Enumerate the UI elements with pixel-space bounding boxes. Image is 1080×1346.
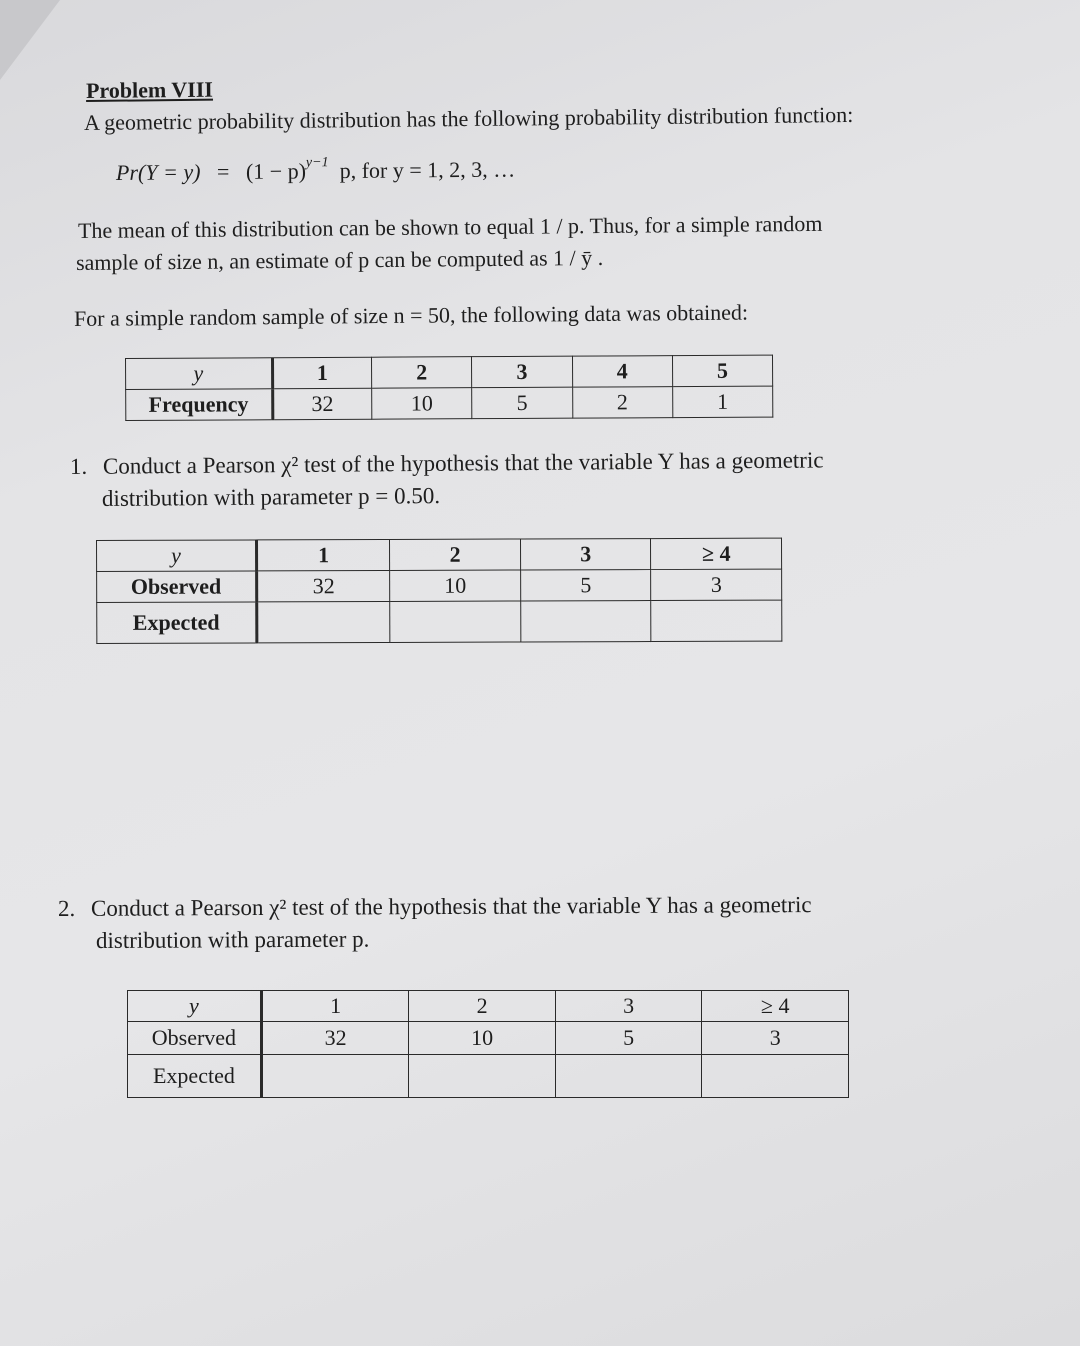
expected-cell[interactable] <box>702 1055 849 1098</box>
table-cell: 32 <box>272 388 372 420</box>
table-cell: 4 <box>572 356 672 388</box>
table-row <box>126 386 773 420</box>
formula-rest: p, for y = 1, 2, 3, … <box>339 156 516 184</box>
table-cell: 3 <box>520 539 651 570</box>
table-cell: 32 <box>256 570 390 601</box>
question-2-number: 2. <box>57 895 76 921</box>
table-cell: 2 <box>409 991 556 1022</box>
table-row <box>97 600 782 643</box>
pmf-formula <box>115 154 516 186</box>
table-row <box>128 1022 849 1055</box>
table-cell: 5 <box>672 355 772 387</box>
formula-lhs: Pr(Y = y) <box>115 159 201 185</box>
table-cell: 2 <box>572 387 672 419</box>
table-cell: 1 <box>261 991 409 1022</box>
expected-cell[interactable] <box>261 1055 409 1098</box>
formula-equals: = <box>216 159 230 185</box>
row-label-expected: Expected <box>97 602 257 644</box>
intro-text: A geometric probability distribution has the following probability distribution function: <box>83 101 854 135</box>
sample-description: For a simple random sample of size n = 50, the following data was obtained: <box>73 299 749 331</box>
table-cell: 3 <box>651 569 782 600</box>
formula-exponent: y−1 <box>305 154 329 171</box>
table-cell: 5 <box>520 570 651 601</box>
question-1-line-2: distribution with parameter p = 0.50. <box>101 483 441 511</box>
table-cell: 1 <box>272 357 372 389</box>
row-label-frequency: Frequency <box>126 389 273 421</box>
table-cell: 3 <box>472 356 572 388</box>
mean-line-2: sample of size n, an estimate of p can be computed as 1 / ȳ . <box>75 244 604 275</box>
question-1-line-1 <box>70 447 824 480</box>
table-cell: 1 <box>672 386 772 418</box>
expected-cell[interactable] <box>409 1055 556 1098</box>
table-row <box>126 355 773 389</box>
table-cell: 5 <box>472 387 572 419</box>
expected-cell[interactable] <box>390 601 521 642</box>
question-1-text: Conduct a Pearson χ² test of the hypothesis that the variable Y has a geometric <box>102 447 824 479</box>
row-label-observed: Observed <box>128 1022 262 1055</box>
row-label-observed: Observed <box>97 571 257 603</box>
question-2-text: Conduct a Pearson χ² test of the hypothesis that the variable Y has a geometric <box>90 892 812 921</box>
row-label-y: y <box>128 991 262 1022</box>
problem-title: Problem VIII <box>85 76 214 103</box>
table-row <box>97 569 782 602</box>
table-cell: 10 <box>372 388 472 420</box>
row-label-y: y <box>126 358 273 390</box>
table-cell: 2 <box>390 539 521 570</box>
question-2-line-2: distribution with parameter p. <box>95 926 370 953</box>
frequency-table <box>125 355 773 421</box>
mean-line-1: The mean of this distribution can be shown to equal 1 / p. Thus, for a simple random <box>77 210 823 243</box>
table-cell: 2 <box>371 357 471 389</box>
row-label-y: y <box>97 540 257 572</box>
table-cell: 10 <box>390 570 521 601</box>
expected-cell[interactable] <box>256 601 390 642</box>
formula-base: (1 − p) <box>245 158 307 184</box>
table-cell: 3 <box>555 991 702 1022</box>
expected-cell[interactable] <box>651 600 782 641</box>
question-1-table <box>96 538 782 644</box>
table-cell: 5 <box>555 1022 702 1055</box>
table-cell: 1 <box>256 539 390 570</box>
expected-cell[interactable] <box>555 1055 702 1098</box>
table-cell: ≥ 4 <box>702 991 849 1022</box>
question-2-table <box>127 990 849 1098</box>
table-row <box>128 1055 849 1098</box>
table-row <box>128 991 849 1022</box>
table-cell: 10 <box>409 1022 556 1055</box>
row-label-expected: Expected <box>128 1055 262 1098</box>
table-cell: ≥ 4 <box>651 538 782 569</box>
table-cell: 3 <box>702 1022 849 1055</box>
question-1-number: 1. <box>69 453 88 479</box>
table-cell: 32 <box>261 1022 409 1055</box>
expected-cell[interactable] <box>521 601 652 642</box>
table-row <box>97 538 782 571</box>
question-2-line-1 <box>58 892 812 922</box>
